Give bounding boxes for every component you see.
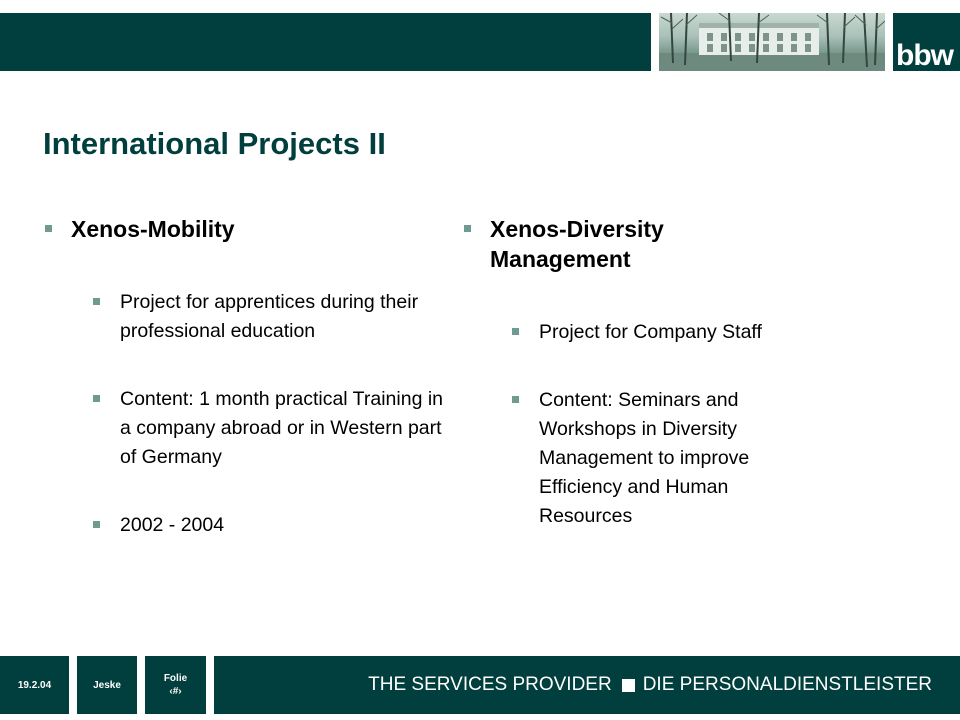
right-heading (462, 214, 750, 274)
square-bullet-icon (464, 225, 471, 232)
footer-author (77, 656, 137, 714)
right-heading-text: Xenos-Diversity Management (490, 216, 664, 272)
header-photo (659, 13, 885, 71)
list-item (43, 288, 443, 346)
square-bullet-icon (93, 521, 100, 528)
left-column (43, 214, 443, 540)
list-item-text: Project for apprentices during their professional education (120, 291, 419, 342)
footer-folie-label: Folie (163, 673, 188, 684)
square-bullet-icon (45, 225, 52, 232)
list-item-text: Content: 1 month practical Training in a company abroad or in Western part of Germany (120, 388, 444, 468)
square-bullet-icon (512, 328, 519, 335)
brand-logo (893, 13, 960, 71)
square-bullet-icon (93, 298, 100, 305)
list-item (43, 511, 443, 540)
list-item (462, 318, 862, 347)
list-item-text: 2002 - 2004 (120, 514, 225, 536)
list-item-text: Content: Seminars and Workshops in Diversity Management to improve Efficiency and Human Resources (539, 389, 750, 527)
header-band (0, 13, 651, 71)
list-item (43, 385, 443, 472)
footer-slide-number (145, 656, 206, 714)
logo-text: bbw (896, 39, 953, 71)
right-column (462, 214, 862, 531)
footer-tagline (214, 656, 960, 714)
square-bullet-icon (93, 395, 100, 402)
footer-date (0, 656, 69, 714)
list-item-text: Project for Company Staff (539, 321, 762, 343)
page-title: International Projects II (43, 126, 386, 161)
building-photo-icon (659, 13, 885, 71)
left-heading-text: Xenos-Mobility (71, 216, 235, 242)
list-item (462, 386, 819, 531)
tagline-left: THE SERVICES PROVIDER (368, 674, 612, 695)
footer-folie-number: ‹#› (169, 686, 182, 697)
square-bullet-icon (512, 396, 519, 403)
left-heading (43, 214, 443, 244)
tagline-right: DIE PERSONALDIENSTLEISTER (642, 674, 932, 695)
square-separator-icon (622, 679, 635, 692)
footer-date-text: 19.2.04 (17, 679, 52, 691)
footer-author-text: Jeske (93, 679, 121, 691)
